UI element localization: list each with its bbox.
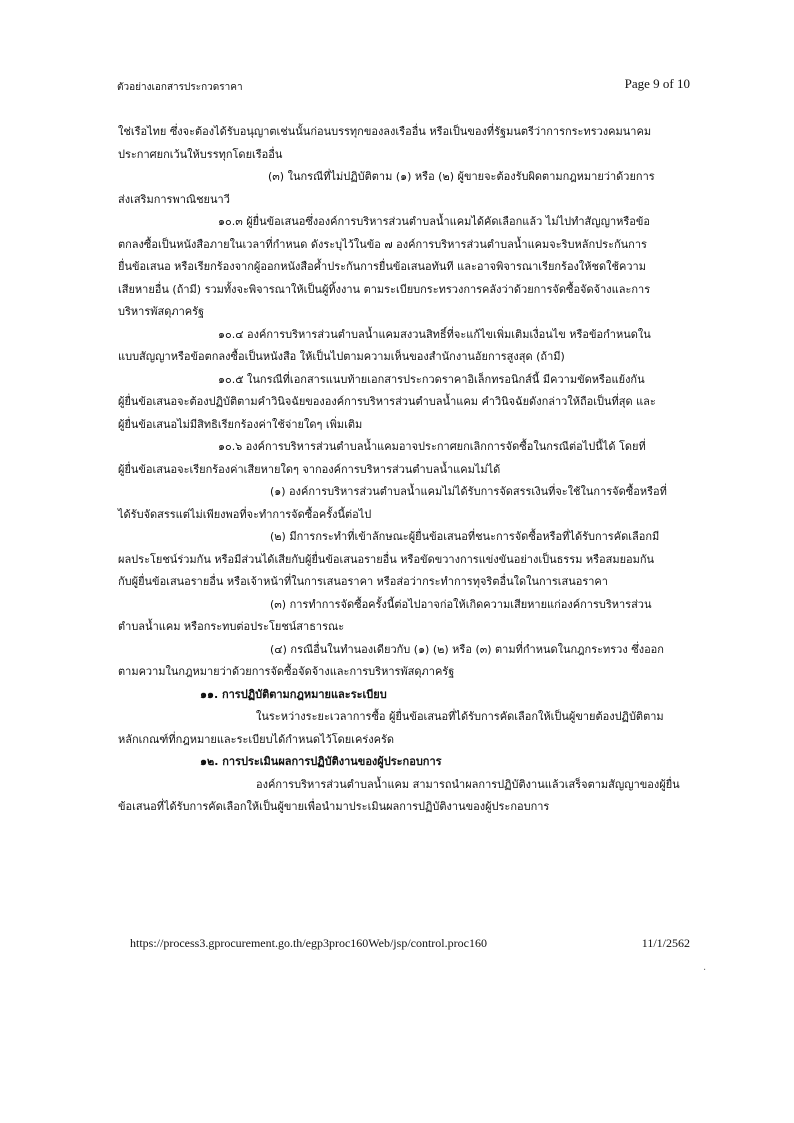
text-line: (๓) การทำการจัดซื้อครั้งนี้ต่อไปอาจก่อให้เกิดความเสียหายแก่องค์การบริหารส่วน (270, 597, 652, 611)
text-line: ใช่เรือไทย ซึ่งจะต้องได้รับอนุญาตเช่นนั้นก่อนบรรทุกของลงเรืออื่น หรือเป็นของที่รัฐมนตรีว่าการกระทรวงคมนาคม (118, 125, 652, 138)
text-line: ผลประโยชน์ร่วมกัน หรือมีส่วนได้เสียกับผู้ยื่นข้อเสนอรายอื่น หรือขัดขวางการแข่งขันอย่างเป็นธรรม หรือสมยอมกัน (118, 552, 655, 566)
footer-url: https://process3.gprocurement.go.th/egp3proc160Web/jsp/control.proc160 (130, 936, 487, 950)
text-line: เสียหายอื่น (ถ้ามี) รวมทั้งจะพิจารณาให้เป็นผู้ทิ้งงาน ตามระเบียบกระทรวงการคลังว่าด้วยการจัดซื้อจัดจ้างและการ (118, 282, 651, 296)
stray-mark: · (703, 965, 707, 976)
text-line: องค์การบริหารส่วนตำบลน้ำแคม สามารถนำผลการปฏิบัติงานแล้วเสร็จตามสัญญาของผู้ยื่น (256, 777, 680, 791)
section-heading: ๑๒. การประเมินผลการปฏิบัติงานของผู้ประกอบการ (200, 755, 442, 768)
text-line: ๑๐.๕ ในกรณีที่เอกสารแนบท้ายเอกสารประกวดราคาอิเล็กทรอนิกส์นี้ มีความขัดหรือแย้งกัน (218, 372, 645, 386)
text-line: ส่งเสริมการพาณิชยนาวี (118, 192, 230, 206)
text-line: (๓) ในกรณีที่ไม่ปฏิบัติตาม (๑) หรือ (๒) ผู้ขายจะต้องรับผิดตามกฎหมายว่าด้วยการ (268, 170, 655, 183)
text-line: ในระหว่างระยะเวลาการซื้อ ผู้ยื่นข้อเสนอที่ได้รับการคัดเลือกให้เป็นผู้ขายต้องปฏิบัติตาม (256, 710, 664, 723)
text-line: บริหารพัสดุภาครัฐ (118, 305, 205, 318)
text-line: กับผู้ยื่นข้อเสนอรายอื่น หรือเจ้าหน้าที่ในการเสนอราคา หรือส่อว่ากระทำการทุจริตอื่นใดในการเสนอราคา (118, 575, 608, 588)
text-line: ข้อเสนอที่ได้รับการคัดเลือกให้เป็นผู้ขายเพื่อนำมาประเมินผลการปฏิบัติงานของผู้ประกอบการ (118, 800, 550, 813)
text-line: ตำบลน้ำแคม หรือกระทบต่อประโยชน์สาธารณะ (118, 620, 345, 633)
text-line: (๑) องค์การบริหารส่วนตำบลน้ำแคมไม่ได้รับการจัดสรรเงินที่จะใช้ในการจัดซื้อหรือที่ (270, 485, 667, 498)
page-number: Page 9 of 10 (624, 76, 690, 91)
footer-date: 11/1/2562 (641, 936, 690, 950)
document-body (118, 121, 692, 819)
text-line: ผู้ยื่นข้อเสนอไม่มีสิทธิเรียกร้องค่าใช้จ่ายใดๆ เพิ่มเติม (118, 417, 363, 431)
text-line: ได้รับจัดสรรแต่ไม่เพียงพอที่จะทำการจัดซื้อครั้งนี้ต่อไป (118, 507, 372, 521)
text-line: (๒) มีการกระทำที่เข้าลักษณะผู้ยื่นข้อเสนอที่ชนะการจัดซื้อหรือที่ได้รับการคัดเลือกมี (270, 530, 660, 543)
text-line: แบบสัญญาหรือข้อตกลงซื้อเป็นหนังสือ ให้เป็นไปตามความเห็นของสำนักงานอัยการสูงสุด (ถ้ามี) (118, 350, 565, 363)
text-line: ประกาศยกเว้นให้บรรทุกโดยเรืออื่น (118, 147, 283, 161)
text-line: ๑๐.๔ องค์การบริหารส่วนตำบลน้ำแคมสงวนสิทธิ์ที่จะแก้ไขเพิ่มเติมเงื่อนไข หรือข้อกำหนดใน (218, 327, 651, 341)
text-line: (๔) กรณีอื่นในทำนองเดียวกับ (๑) (๒) หรือ (๓) ตามที่กำหนดในกฎกระทรวง ซึ่งออก (270, 642, 664, 656)
text-line: ผู้ยื่นข้อเสนอจะเรียกร้องค่าเสียหายใดๆ จากองค์การบริหารส่วนตำบลน้ำแคมไม่ได้ (118, 462, 501, 476)
text-line: ตามความในกฎหมายว่าด้วยการจัดซื้อจัดจ้างและการบริหารพัสดุภาครัฐ (118, 665, 455, 678)
text-line: ๑๐.๓ ผู้ยื่นข้อเสนอซึ่งองค์การบริหารส่วนตำบลน้ำแคมได้คัดเลือกแล้ว ไม่ไปทำสัญญาหรือข้อ (218, 215, 651, 228)
text-line: ยื่นข้อเสนอ หรือเรียกร้องจากผู้ออกหนังสือค้ำประกันการยื่นข้อเสนอทันที และอาจพิจารณาเรียกร้องให้ชดใช้ความ (118, 260, 646, 273)
text-line: ๑๐.๖ องค์การบริหารส่วนตำบลน้ำแคมอาจประกาศยกเลิกการจัดซื้อในกรณีต่อไปนี้ได้ โดยที่ (218, 440, 646, 453)
document-label: ตัวอย่างเอกสารประกวดราคา (117, 82, 243, 93)
text-line: ผู้ยื่นข้อเสนอจะต้องปฏิบัติตามคำวินิจฉัยขององค์การบริหารส่วนตำบลน้ำแคม คำวินิจฉัยดังกล่าวให้ถือเป็นที่สุด และ (118, 395, 656, 408)
section-heading: ๑๑. การปฏิบัติตามกฎหมายและระเบียบ (200, 687, 387, 701)
text-line: ตกลงซื้อเป็นหนังสือภายในเวลาที่กำหนด ดังระบุไว้ในข้อ ๗ องค์การบริหารส่วนตำบลน้ำแคมจะริบหลักประกันการ (118, 237, 647, 251)
text-line: หลักเกณฑ์ที่กฎหมายและระเบียบได้กำหนดไว้โดยเคร่งครัด (118, 732, 394, 746)
